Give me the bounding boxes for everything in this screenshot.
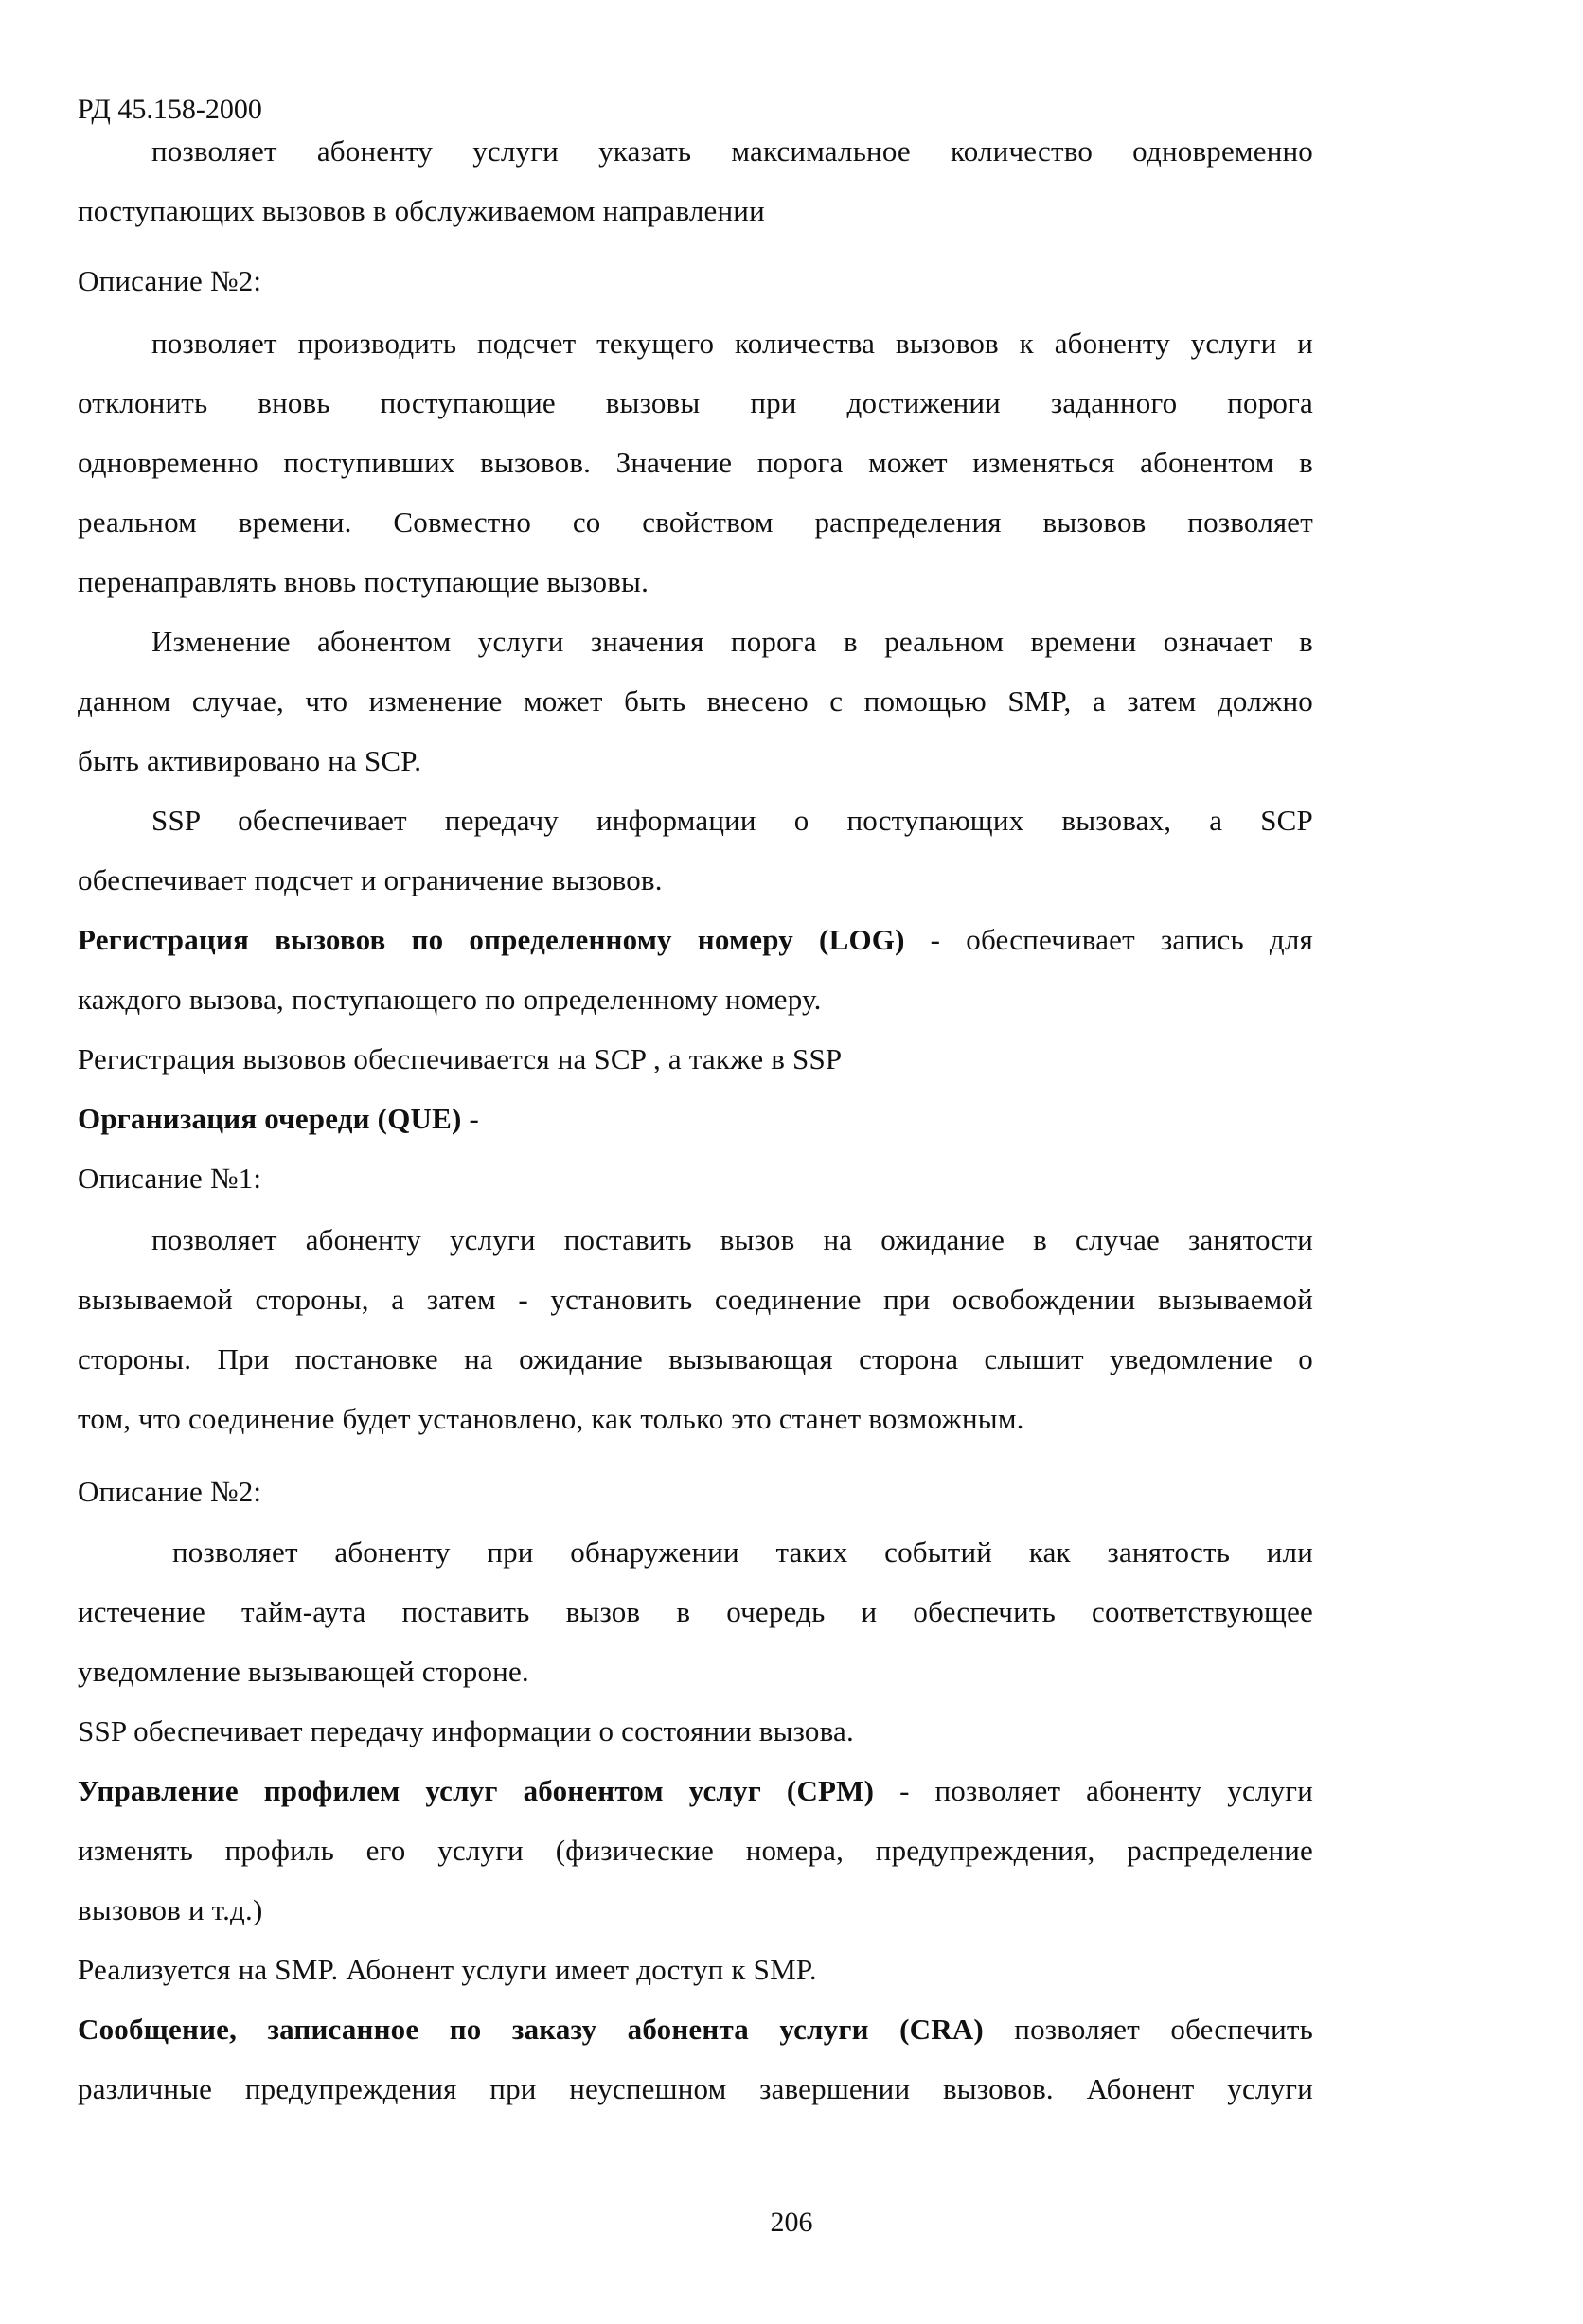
text-line: позволяет производить подсчет текущего количества вызовов к абоненту услуги и bbox=[151, 327, 1313, 360]
text-line: позволяет абоненту услуги указать максимальное количество одновременно bbox=[151, 134, 1313, 168]
section-heading-cpm bbox=[78, 1772, 1313, 1810]
text-line: данном случае, что изменение может быть внесено с помощью SMP, а затем должно bbox=[78, 684, 1313, 718]
text-line: обеспечивает подсчет и ограничение вызовов. bbox=[78, 863, 663, 896]
text-line: одновременно поступивших вызовов. Значение порога может изменяться абонентом в bbox=[78, 446, 1313, 479]
text-line: SSP обеспечивает передачу информации о поступающих вызовах, а SCP bbox=[151, 804, 1313, 837]
text-line: перенаправлять вновь поступающие вызовы. bbox=[78, 565, 649, 598]
section-heading-cra bbox=[78, 2011, 1313, 2049]
page-number: 206 bbox=[770, 2207, 813, 2238]
section-heading-que bbox=[78, 1100, 479, 1138]
text-line: SSP обеспечивает передачу информации о состоянии вызова. bbox=[78, 1714, 854, 1747]
text-line: истечение тайм-аута поставить вызов в очередь и обеспечить соответствующее bbox=[78, 1595, 1313, 1628]
text-line: поступающих вызовов в обслуживаемом направлении bbox=[78, 194, 765, 227]
section-text: позволяет обеспечить bbox=[983, 2013, 1313, 2046]
text-line: позволяет абоненту при обнаружении таких событий как занятость или bbox=[172, 1535, 1313, 1569]
section-title-que: Организация очереди (QUE) bbox=[78, 1102, 462, 1135]
text-line: каждого вызова, поступающего по определенному номеру. bbox=[78, 983, 822, 1016]
text-line: изменять профиль его услуги (физические номера, предупреждения, распределение bbox=[78, 1834, 1313, 1867]
text-line: вызовов и т.д.) bbox=[78, 1893, 263, 1926]
text-line: уведомление вызывающей стороне. bbox=[78, 1655, 529, 1688]
text-line: реальном времени. Совместно со свойством распределения вызовов позволяет bbox=[78, 506, 1313, 539]
section-text: - обеспечивает запись для bbox=[904, 923, 1313, 956]
description-heading: Описание №1: bbox=[78, 1162, 262, 1195]
section-heading-log bbox=[78, 921, 1313, 959]
section-title-cra: Сообщение, записанное по заказу абонента услуги (CRA) bbox=[78, 2013, 984, 2046]
text-line: позволяет абоненту услуги поставить вызов на ожидание в случае занятости bbox=[151, 1223, 1313, 1256]
text-line: Регистрация вызовов обеспечивается на SCP , а также в SSP bbox=[78, 1042, 843, 1075]
section-text: - bbox=[461, 1102, 479, 1135]
text-line: отклонить вновь поступающие вызовы при достижении заданного порога bbox=[78, 386, 1313, 419]
text-line: Реализуется на SMP. Абонент услуги имеет доступ к SMP. bbox=[78, 1953, 817, 1986]
text-line: Изменение абонентом услуги значения порога в реальном времени означает в bbox=[151, 625, 1313, 658]
section-title-cpm: Управление профилем услуг абонентом услуг (CPM) bbox=[78, 1774, 875, 1807]
description-heading: Описание №2: bbox=[78, 1475, 262, 1508]
text-line: быть активировано на SCP. bbox=[78, 744, 422, 777]
text-line: вызываемой стороны, а затем - установить соединение при освобождении вызываемой bbox=[78, 1283, 1313, 1316]
text-line: различные предупреждения при неуспешном завершении вызовов. Абонент услуги bbox=[78, 2072, 1313, 2105]
description-heading: Описание №2: bbox=[78, 264, 262, 297]
text-line: том, что соединение будет установлено, как только это станет возможным. bbox=[78, 1402, 1024, 1435]
section-title-log: Регистрация вызовов по определенному номеру (LOG) bbox=[78, 923, 905, 956]
document-header: РД 45.158-2000 bbox=[78, 94, 262, 125]
text-line: стороны. При постановке на ожидание вызывающая сторона слышит уведомление о bbox=[78, 1342, 1313, 1375]
section-text: - позволяет абоненту услуги bbox=[874, 1774, 1313, 1807]
